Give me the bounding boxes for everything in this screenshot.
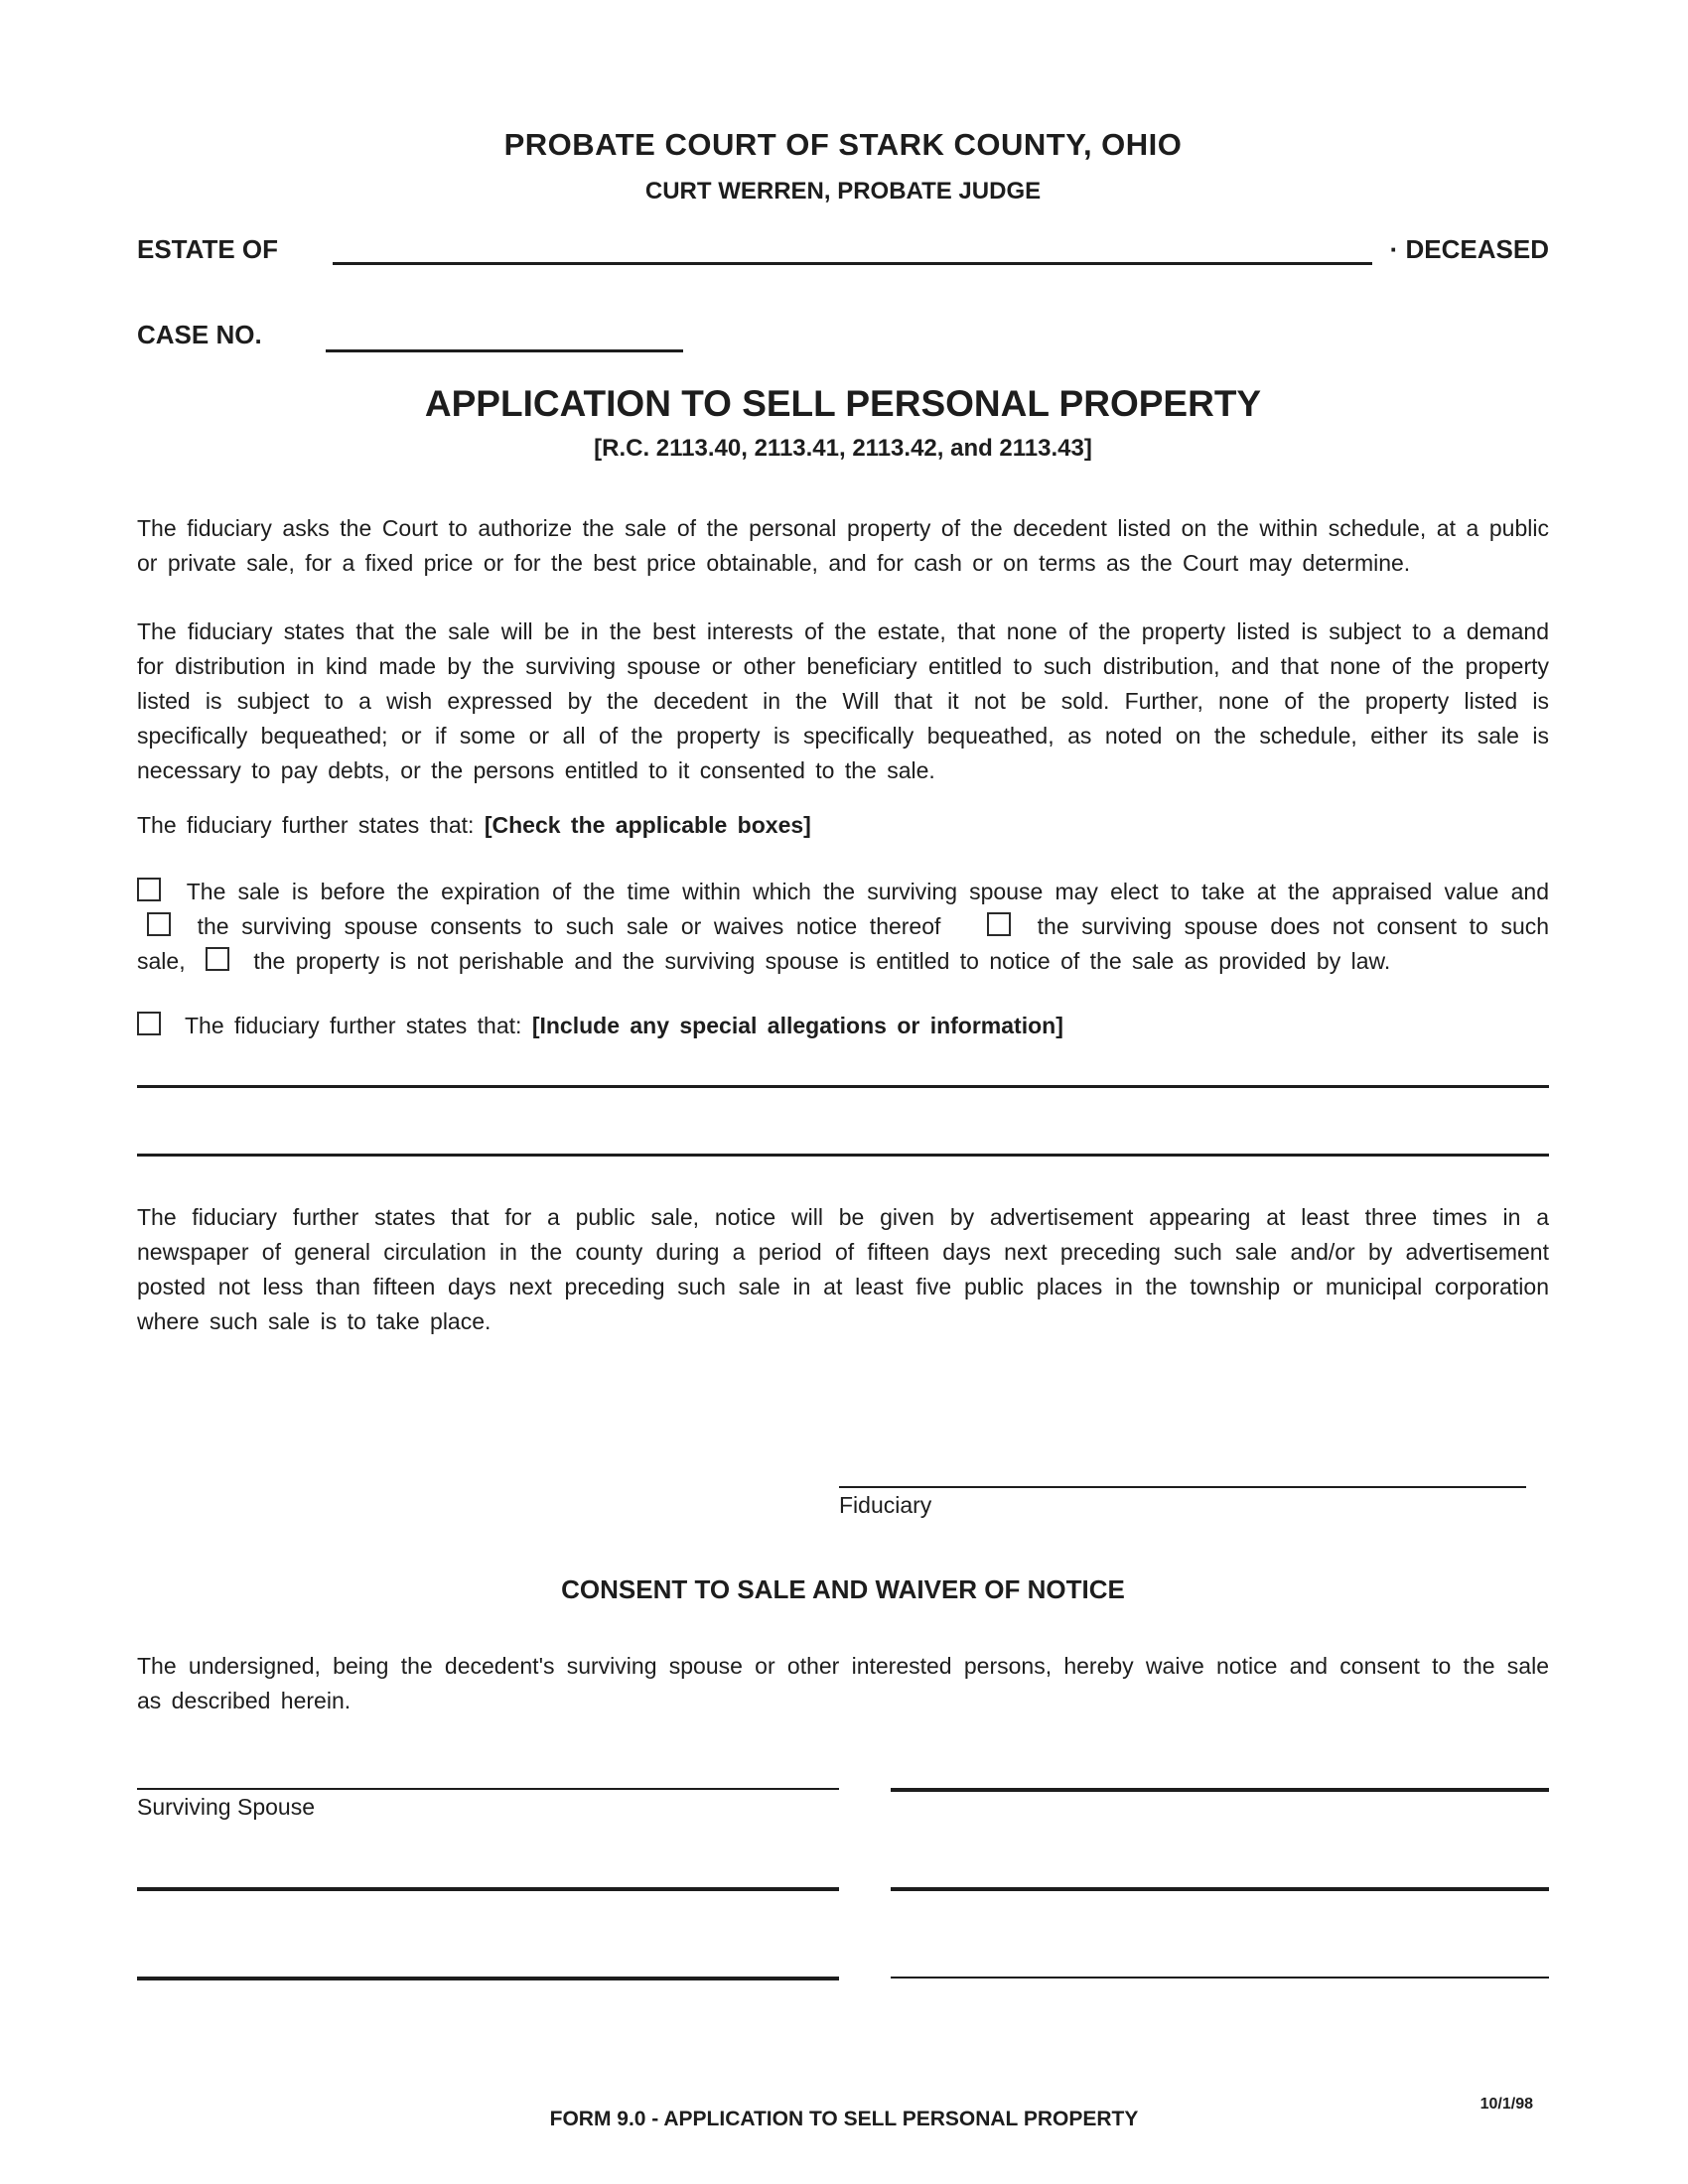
paragraph-authorize-sale: The fiduciary asks the Court to authorize the sale of the personal property of the decedent listed on the within schedule, at a public or private sale, for a fixed price or for the best price obtainable, and for cash or on terms as the Court may determine. [137,515,1549,576]
court-title: PROBATE COURT OF STARK COUNTY, OHIO [503,127,1183,162]
estate-of-label: ESTATE OF [137,234,279,264]
check-boxes-note: [Check the applicable boxes] [484,812,811,838]
footer-form-label: FORM 9.0 - APPLICATION TO SELL PERSONAL PROPERTY [549,2108,1139,2130]
further-states-line [137,808,1549,843]
interested-person-signature-line-3[interactable] [891,1887,1549,1891]
checkbox-paragraph [137,875,1549,979]
interested-person-signature-line-2[interactable] [137,1887,839,1891]
allegations-write-in-line-2[interactable] [137,1154,1549,1157]
estate-of-row [137,228,1549,269]
footer-revision-date: 10/1/98 [1479,2096,1533,2113]
paragraph-public-sale-notice: The fiduciary further states that for a public sale, notice will be given by advertisement appearing at least three times in a newspaper of general circulation in the county during a period of fifteen days next preceding such sale and/or by advertisement posted not less than fifteen days next preceding such sale in at least five public places in the township or municipal corporation where such sale is to take place. [137,1204,1549,1334]
form-title: APPLICATION TO SELL PERSONAL PROPERTY [424,383,1262,424]
interested-person-signature-line-5[interactable] [891,1977,1549,1979]
checkbox-spouse-does-not-consent[interactable] [987,912,1011,936]
deceased-label: · DECEASED [1389,234,1549,264]
estate-name-field[interactable] [333,228,1372,265]
checkbox-spouse-consents[interactable] [147,912,171,936]
paragraph-consent: The undersigned, being the decedent's surviving spouse or other interested persons, hereby waive notice and consent to the sale as described herein. [137,1653,1549,1713]
statute-citation: [R.C. 2113.40, 2113.41, 2113.42, and 2113.43] [594,435,1092,462]
surviving-spouse-label: Surviving Spouse [137,1794,315,1820]
judge-name: CURT WERREN, PROBATE JUDGE [644,178,1042,205]
checkbox-property-not-perishable[interactable] [206,947,229,971]
interested-person-cell-3 [891,1887,1549,1891]
check-seg-sale-before-expiration: The sale is before the expiration of the time within which the surviving spouse may elect to take at the appraised value and [186,879,1549,904]
interested-person-cell-2 [137,1887,839,1891]
case-no-field[interactable] [326,316,683,352]
allegations-intro: The fiduciary further states that: [184,1013,522,1038]
interested-person-cell-5 [891,1977,1549,1980]
fiduciary-signature-block [839,1486,1526,1522]
check-seg-spouse-consents: the surviving spouse consents to such sale or waives notice thereof [197,913,941,939]
checkbox-special-allegations[interactable] [137,1012,161,1035]
interested-person-cell-1 [891,1788,1549,1824]
fiduciary-label: Fiduciary [839,1492,932,1518]
consent-heading: CONSENT TO SALE AND WAIVER OF NOTICE [561,1574,1125,1604]
checkbox-sale-before-expiration[interactable] [137,878,161,901]
surviving-spouse-cell [137,1788,839,1824]
allegations-write-in-line-1[interactable] [137,1085,1549,1088]
paragraph-best-interests: The fiduciary states that the sale will be in the best interests of the estate, that none of the property listed is subject to a demand for distribution in kind made by the surviving spouse or other beneficiary entitled to such distribution, and that none of the property listed is subject to a wish expressed by the decedent in the Will that it not be sold. Further, none of the property listed is specifically bequeathed; or if some or all of the property is specifically bequeathed, as noted on the schedule, either its sale is necessary to pay debts, or the persons entitled to it consented to the sale. [137,618,1549,783]
signature-row-2 [137,1887,1549,1891]
signature-row-1 [137,1788,1549,1824]
interested-person-signature-line-4[interactable] [137,1977,839,1980]
case-no-row [137,315,1549,354]
signature-row-3 [137,1977,1549,1980]
case-no-label: CASE NO. [137,320,262,349]
further-states-intro: The fiduciary further states that: [137,812,475,838]
special-allegations-line [137,1009,1549,1043]
allegations-note: [Include any special allegations or information] [531,1013,1063,1038]
interested-person-signature-line-1[interactable] [891,1788,1549,1792]
check-seg-property-not-perishable: the property is not perishable and the surviving spouse is entitled to notice of the sale as provided by law. [253,948,1391,974]
interested-person-cell-4 [137,1977,839,1980]
check-seg-spouse-does-not-consent: the surviving spouse does not consent to such sale, [137,913,1550,974]
